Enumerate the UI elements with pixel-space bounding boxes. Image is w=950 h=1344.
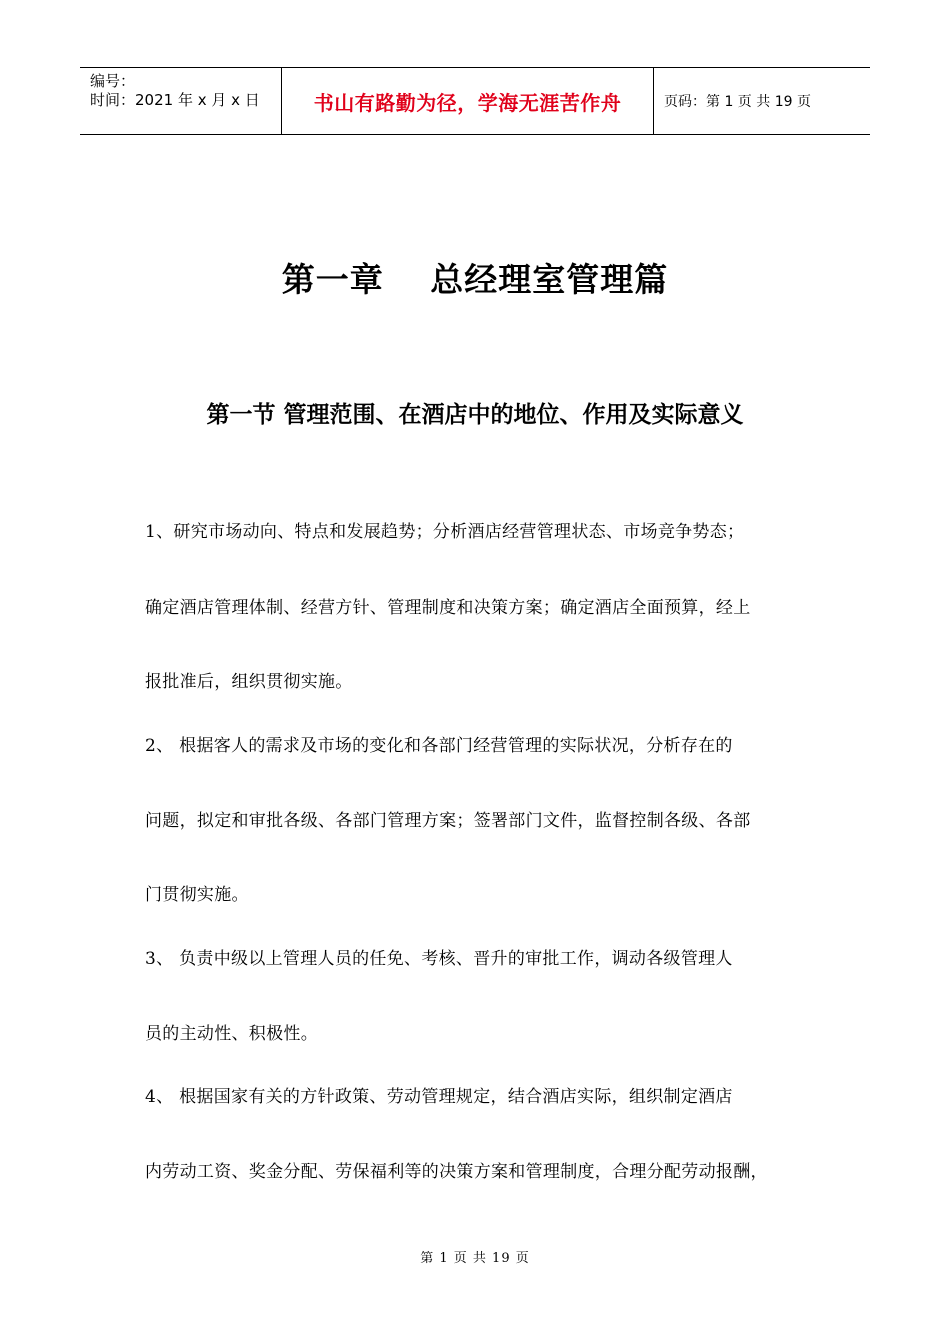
body-line: 报批准后，组织贯彻实施。 [145, 672, 353, 692]
body-line: 门贯彻实施。 [145, 885, 249, 905]
header-page-info [654, 68, 870, 134]
body-line: 2、 根据客人的需求及市场的变化和各部门经营管理的实际状况，分析存在的 [145, 736, 733, 756]
motto-text: 书山有路勤为径，学海无涯苦作舟 [313, 90, 622, 115]
body-line: 内劳动工资、奖金分配、劳保福利等的决策方案和管理制度，合理分配劳动报酬， [145, 1162, 768, 1182]
code-label: 编号： [90, 72, 136, 90]
body-line: 4、 根据国家有关的方针政策、劳动管理规定，结合酒店实际，组织制定酒店 [145, 1087, 733, 1107]
body-line: 员的主动性、积极性。 [145, 1024, 318, 1044]
chapter-title: 第一章 总经理室管理篇 [281, 260, 669, 299]
date-label: 时间：2021 年 x 月 x 日 [90, 91, 260, 109]
header-motto-cell [282, 68, 654, 134]
page-info-text: 页码：第 1 页 共 19 页 [664, 94, 811, 110]
body-line: 1、研究市场动向、特点和发展趋势；分析酒店经营管理状态、市场竞争势态； [145, 522, 745, 542]
document-header [80, 67, 870, 135]
body-line: 问题，拟定和审批各级、各部门管理方案；签署部门文件，监督控制各级、各部 [145, 811, 751, 831]
page-footer: 第 1 页 共 19 页 [420, 1251, 530, 1266]
body-line: 确定酒店管理体制、经营方针、管理制度和决策方案；确定酒店全面预算，经上 [145, 598, 751, 618]
section-title: 第一节 管理范围、在酒店中的地位、作用及实际意义 [206, 402, 744, 428]
body-line: 3、 负责中级以上管理人员的任免、考核、晋升的审批工作，调动各级管理人 [145, 949, 733, 969]
header-meta [80, 68, 282, 134]
